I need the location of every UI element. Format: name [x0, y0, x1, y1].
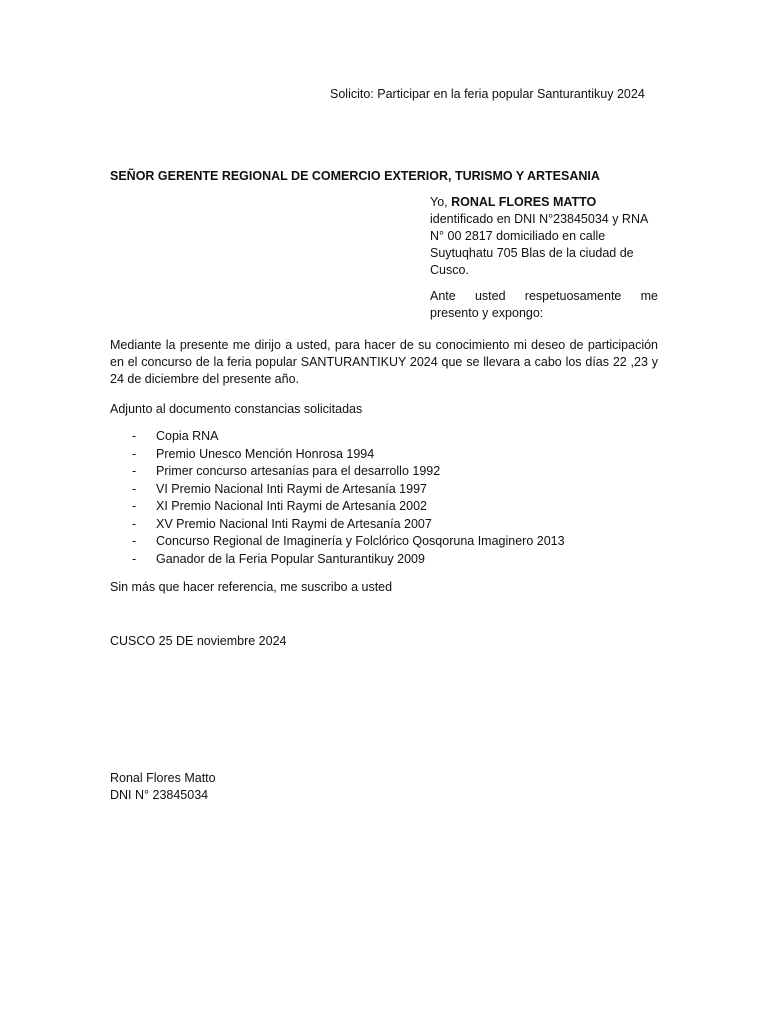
- recipient-heading: SEÑOR GERENTE REGIONAL DE COMERCIO EXTERIOR, TURISMO Y ARTESANIA: [110, 169, 600, 183]
- signature-dni: DNI N° 23845034: [110, 788, 209, 802]
- list-bullet: -: [132, 429, 137, 443]
- subject-line: Solicito: Participar en la feria popular Santurantikuy 2024: [330, 87, 645, 101]
- list-item-text: VI Premio Nacional Inti Raymi de Artesanía 1997: [156, 481, 427, 496]
- list-bullet: -: [132, 499, 137, 513]
- signature-name: Ronal Flores Matto: [110, 771, 216, 785]
- list-bullet: -: [132, 551, 137, 566]
- list-bullet: -: [132, 534, 137, 548]
- list-item: [110, 428, 565, 446]
- list-item: [110, 463, 565, 481]
- list-item: [110, 516, 565, 534]
- list-bullet: -: [132, 516, 137, 531]
- attachments-list: [110, 428, 565, 568]
- list-item-text: Premio Unesco Mención Honrosa 1994: [156, 446, 375, 461]
- list-item-text: Copia RNA: [156, 429, 219, 443]
- place-date: CUSCO 25 DE noviembre 2024: [110, 634, 287, 648]
- list-item: [110, 533, 565, 551]
- list-item: [110, 551, 565, 569]
- list-item: [110, 498, 565, 516]
- sender-identification: [430, 194, 658, 279]
- sender-name: RONAL FLORES MATTO: [451, 195, 597, 209]
- list-item: [110, 446, 565, 464]
- list-item-text: Concurso Regional de Imaginería y Folclórico Qosqoruna Imaginero 2013: [156, 534, 565, 548]
- list-bullet: -: [132, 464, 137, 478]
- list-item-text: XV Premio Nacional Inti Raymi de Artesanía 2007: [156, 516, 432, 531]
- sender-prefix: Yo,: [430, 195, 452, 209]
- body-paragraph: Mediante la presente me dirijo a usted, para hacer de su conocimiento mi deseo de participación en el concurso de la feria popular SANTURANTIKUY 2024 que se llevara a cabo los días 22 ,23 y 24 de diciembre del presente año.: [110, 338, 658, 386]
- list-bullet: -: [132, 481, 137, 496]
- sender-details: identificado en DNI N°23845034 y RNA N° 00 2817 domiciliado en calle Suytuqhatu 705 Blas de la ciudad de Cusco.: [430, 212, 648, 277]
- list-bullet: -: [132, 446, 137, 461]
- list-item: [110, 481, 565, 499]
- list-item-text: Primer concurso artesanías para el desarrollo 1992: [156, 464, 441, 478]
- attachments-intro: Adjunto al documento constancias solicitadas: [110, 402, 363, 416]
- closing-line: Sin más que hacer referencia, me suscribo a usted: [110, 580, 393, 594]
- list-item-text: Ganador de la Feria Popular Santurantikuy 2009: [156, 551, 425, 566]
- list-item-text: XI Premio Nacional Inti Raymi de Artesanía 2002: [156, 499, 427, 513]
- sender-block: [430, 194, 658, 322]
- sender-presentation: Ante usted respetuosamente me presento y expongo:: [430, 289, 658, 320]
